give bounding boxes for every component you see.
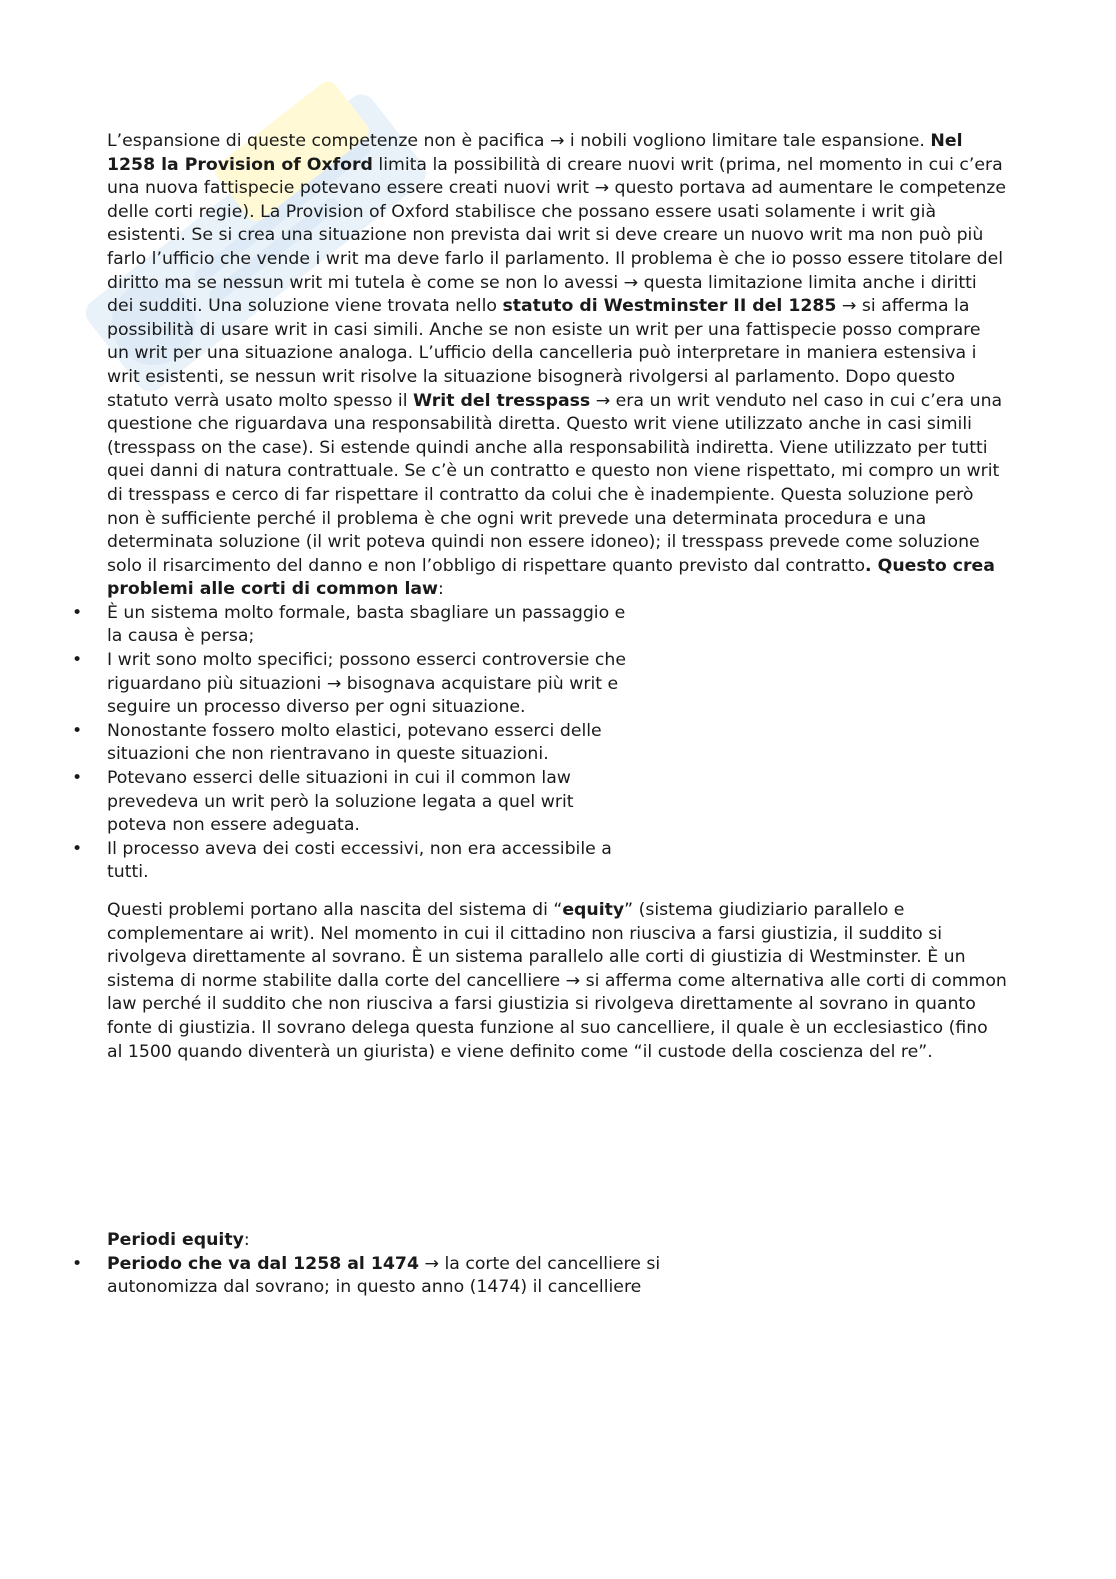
heading2-bold: Periodi equity <box>107 1230 244 1251</box>
paragraph1-text-2: limita la possibilità di creare nuovi writ (prima, nel momento in cui c’era una nuova fattispecie potevano essere creati nuovi writ → questo portava ad aumentare le competenze delle corti regie). La Provision of Oxford stabilisce che possano essere usati solamente i writ già esistenti. Se si crea una situazione non prevista dai writ si deve creare un nuovo writ ma non può più farlo l’ufficio che vende i writ ma deve farlo il parlamento. Il problema è che io posso essere titolare del diritto ma se nessun writ mi tutela è come se non lo avessi → questa limitazione limita anche i diritti dei sudditi. Una soluzione viene trovata nello <box>107 154 1006 317</box>
paragraph1-text-3: → si afferma la possibilità di usare writ in casi simili. Anche se non esiste un writ per una fattispecie posso comprare un writ per una situazione analoga. L’ufficio della cancelleria può interpretare in maniera estensiva i writ esistenti, se nessun writ risolve la situazione bisognerà rivolgersi al parlamento. Dopo questo statuto verrà usato molto spesso il <box>107 296 981 411</box>
period-title: Periodo che va dal 1258 al 1474 <box>107 1253 419 1274</box>
paragraph1-text-1: L’espansione di queste competenze non è pacifica → i nobili vogliono limitare tale espansione. <box>107 131 931 151</box>
list-item <box>72 602 638 649</box>
bullet-icon: • <box>72 602 83 623</box>
list-item <box>72 1253 718 1300</box>
list-item <box>72 767 638 838</box>
equity-periods-list <box>72 1253 718 1300</box>
paragraph-provision-of-oxford <box>107 130 1007 602</box>
bullet-icon: • <box>72 650 83 671</box>
list-item-text: Potevano esserci delle situazioni in cui il common law prevedeva un writ però la soluzione legata a quel writ poteva non essere adeguata. <box>107 768 574 836</box>
paragraph2-bold-1: equity <box>562 900 625 920</box>
list-item <box>72 720 638 767</box>
paragraph-equity <box>107 899 1007 1064</box>
list-item-text: È un sistema molto formale, basta sbagliare un passaggio e la causa è persa; <box>107 602 626 647</box>
paragraph1-text-5: : <box>438 579 444 600</box>
common-law-problems-list <box>72 602 638 885</box>
periodi-equity-heading <box>107 1229 1007 1253</box>
list-item-text: I writ sono molto specifici; possono esserci controversie che riguardano più situazioni → bisognava acquistare più writ e seguire un processo diverso per ogni situazione. <box>107 650 626 718</box>
list-item-text: Il processo aveva dei costi eccessivi, non era accessibile a tutti. <box>107 838 612 883</box>
paragraph2-text-2: ” (sistema giudiziario parallelo e complementare ai writ). Nel momento in cui il cittadino non riusciva a farsi giustizia, il suddito si rivolgeva direttamente al sovrano. È un sistema parallelo alle corti di giustizia di Westminster. È un sistema di norme stabilite dalla corte del cancelliere → si afferma come alternativa alle corti di common law perché il suddito che non riusciva a farsi giustizia si rivolgeva direttamente al sovrano in quanto fonte di giustizia. Il sovrano delega questa funzione al suo cancelliere, il quale è un ecclesiastico (fino al 1500 quando diventerà un giurista) e viene definito come “il custode della coscienza del re”. <box>107 900 1007 1062</box>
paragraph1-bold-2: statuto di Westminster II del 1285 <box>502 296 837 317</box>
heading2-colon: : <box>243 1230 250 1251</box>
period-text: → la corte del cancelliere si autonomizza dal sovrano; in questo anno (1474) il cancelliere <box>107 1253 661 1298</box>
document-page <box>72 130 1007 1300</box>
paragraph2-text-1: Questi problemi portano alla nascita del sistema di “ <box>107 900 563 920</box>
bullet-icon: • <box>72 768 83 789</box>
bullet-icon: • <box>72 720 83 741</box>
paragraph1-bold-1: Nel 1258 la Provision of Oxford <box>107 131 963 175</box>
paragraph1-bold-4: . Questo crea problemi alle corti di common law <box>107 555 995 600</box>
list-item <box>72 649 638 720</box>
paragraph1-bold-3: Writ del tresspass <box>413 390 591 411</box>
list-item-text: Nonostante fossero molto elastici, potevano esserci delle situazioni che non rientravano in queste situazioni. <box>107 720 602 765</box>
bullet-icon: • <box>72 1253 83 1274</box>
paragraph1-text-4: → era un writ venduto nel caso in cui c’era una questione che riguardava una responsabilità diretta. Questo writ viene utilizzato anche in casi simili (tresspass on the case). Si estende quindi anche alla responsabilità indiretta. Viene utilizzato per tutti quei danni di natura contrattuale. Se c’è un contratto e questo non viene rispettato, mi compro un writ di tresspass e cerco di far rispettare il contratto da colui che è inadempiente. Questa soluzione però non è sufficiente perché il problema è che ogni writ prevede una determinata procedura e una determinata soluzione (il writ poteva quindi non essere idoneo); il tresspass prevede come soluzione solo il risarcimento del danno e non l’obbligo di rispettare quanto previsto dal contratto <box>107 390 1003 576</box>
list-item <box>72 838 638 885</box>
bullet-icon: • <box>72 838 83 859</box>
